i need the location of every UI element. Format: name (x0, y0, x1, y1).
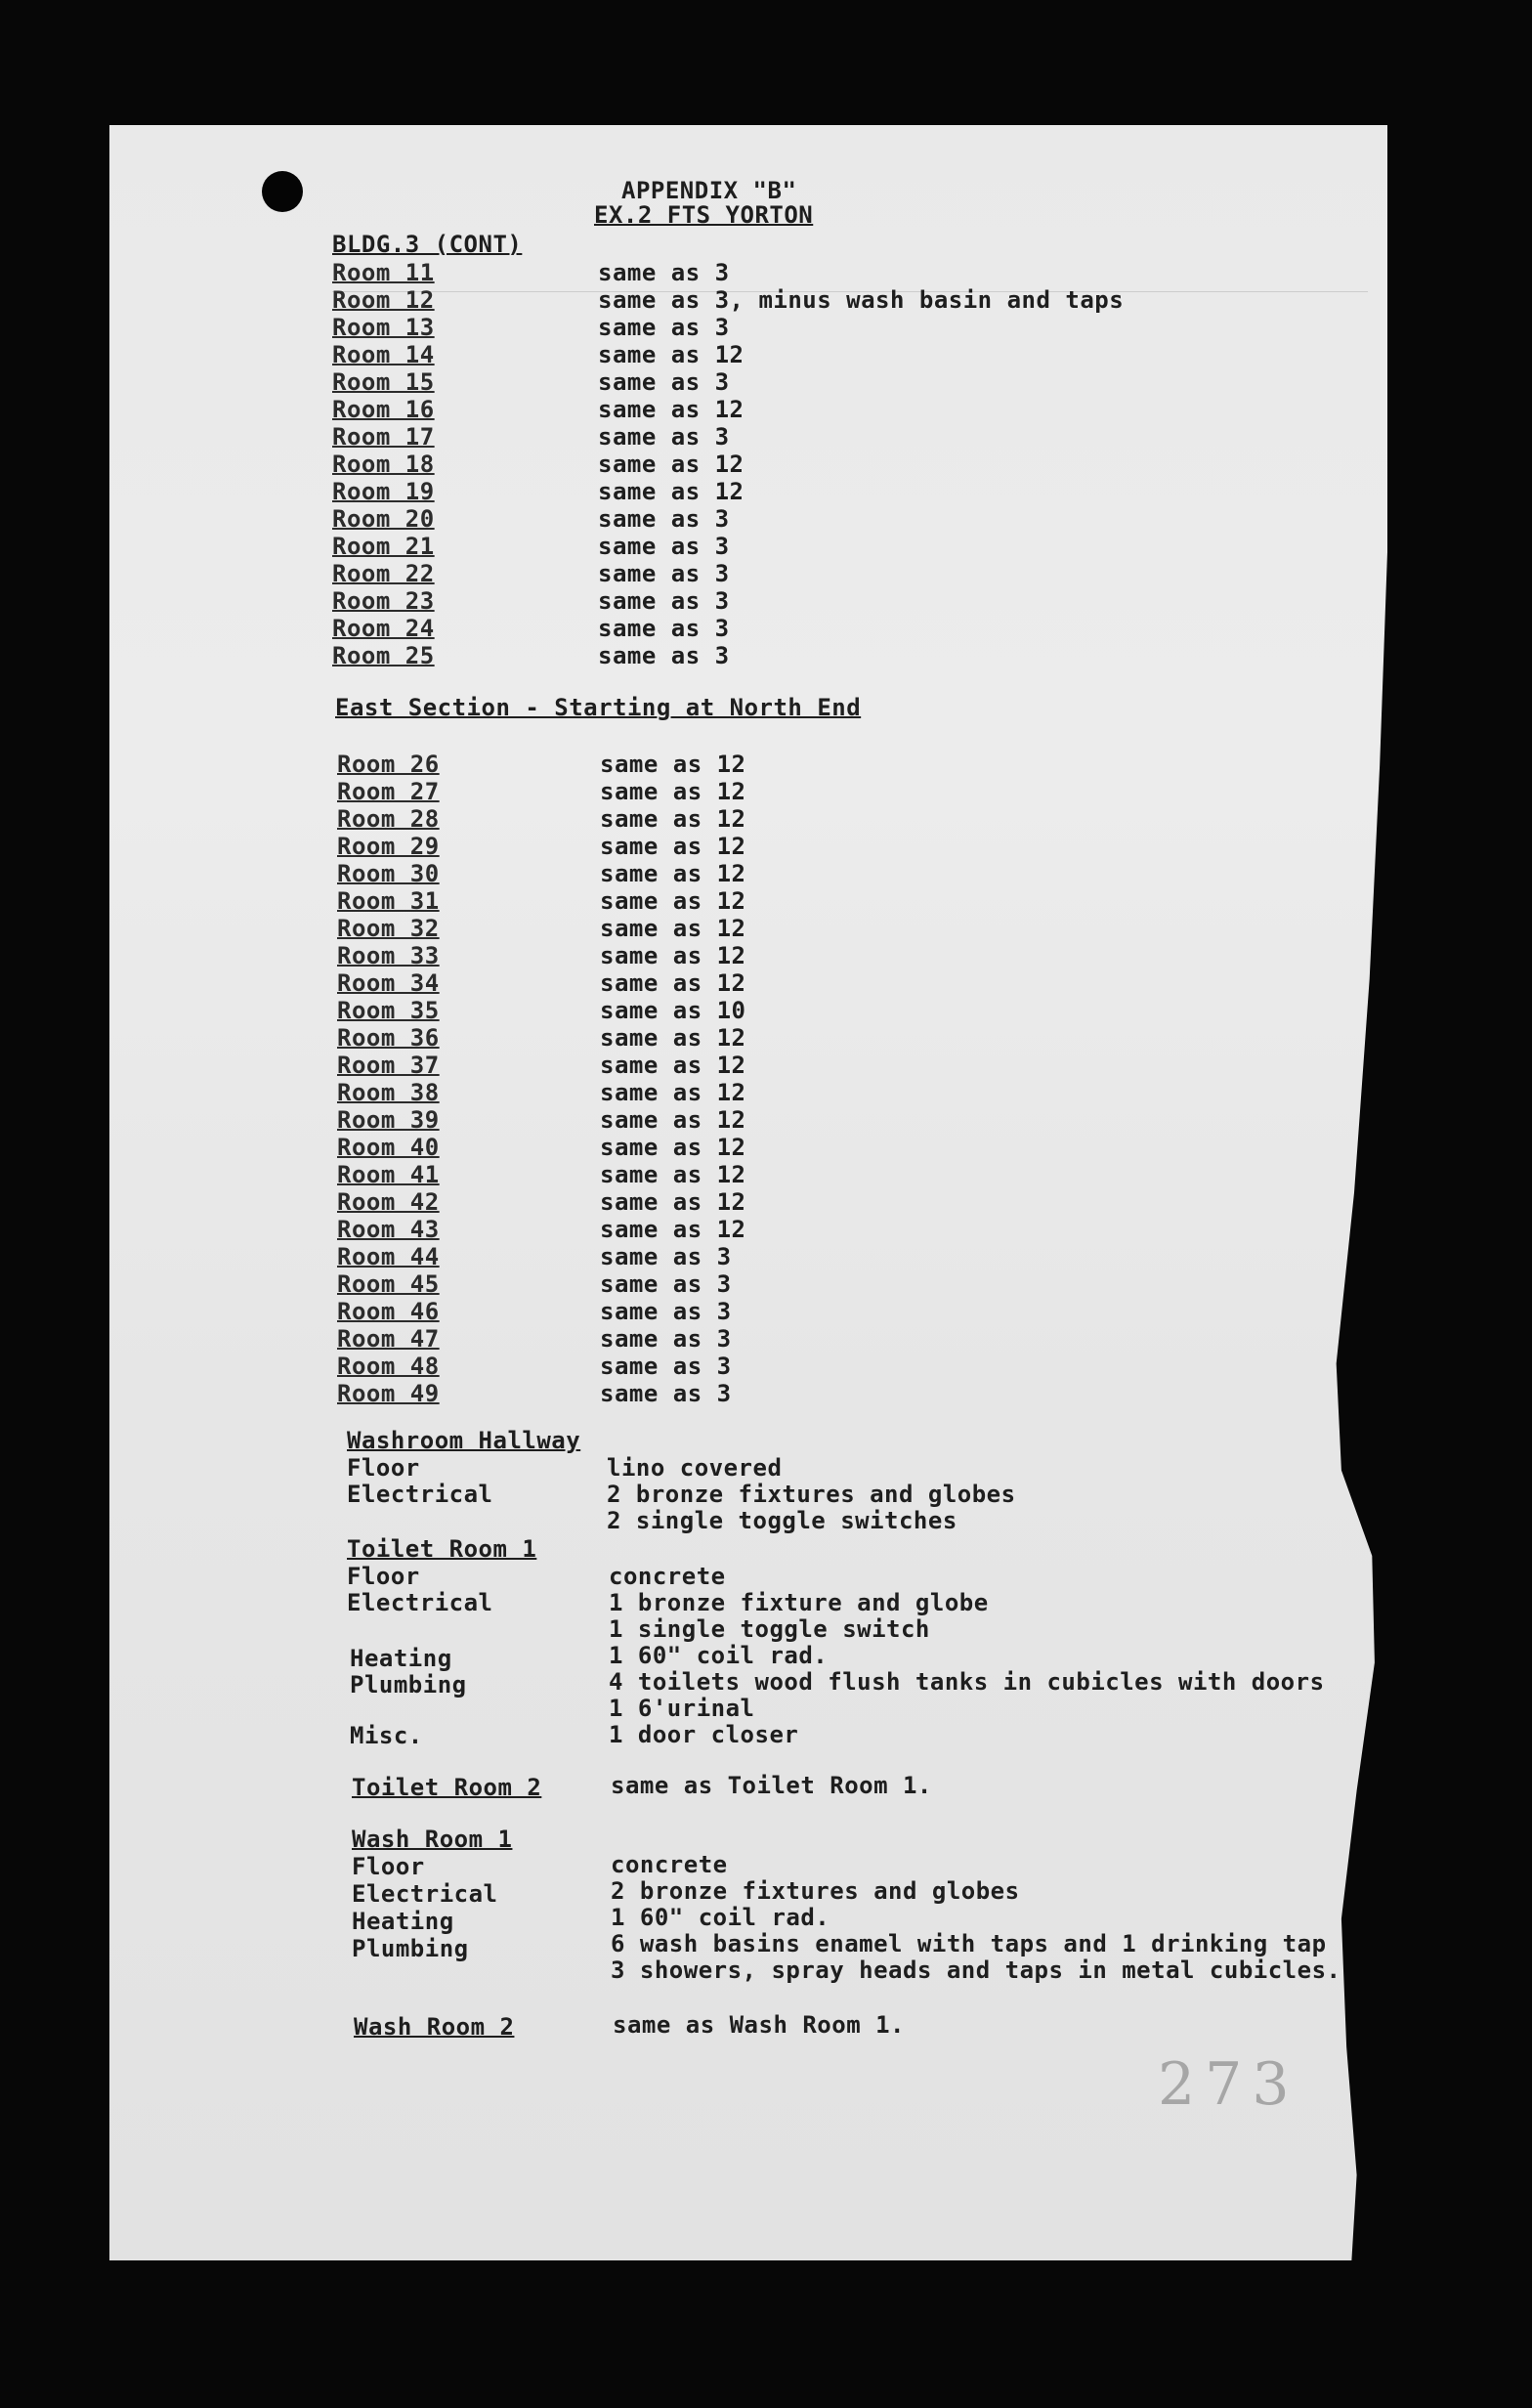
room-description: same as 3 (598, 642, 730, 669)
electrical-value: 2 bronze fixtures and globes (611, 1877, 1020, 1905)
room-description: same as 12 (600, 860, 746, 887)
room-description: same as 12 (600, 1052, 746, 1079)
handwritten-page-number: 273 (1158, 2050, 1299, 2119)
room-label: Room 49 (337, 1380, 440, 1407)
room-label: Room 25 (332, 642, 435, 669)
room-label: Room 35 (337, 997, 440, 1024)
toilet-room-2-title: Toilet Room 2 (352, 1774, 542, 1801)
room-label: Room 36 (337, 1024, 440, 1052)
heating-label: Heating (352, 1908, 454, 1935)
room-label: Room 46 (337, 1298, 440, 1325)
room-description: same as 12 (598, 478, 745, 505)
room-label: Room 23 (332, 587, 435, 615)
room-description: same as 3 (598, 423, 730, 451)
document-subtitle: EX.2 FTS YORTON (594, 201, 814, 229)
room-description: same as 3 (598, 615, 730, 642)
section-title-bldg3: BLDG.3 (CONT) (332, 231, 523, 258)
wash-room-2-description: same as Wash Room 1. (613, 2011, 905, 2039)
room-description: same as 12 (598, 396, 745, 423)
room-label: Room 19 (332, 478, 435, 505)
room-label: Room 31 (337, 887, 440, 915)
electrical-label: Electrical (347, 1481, 493, 1508)
room-label: Room 17 (332, 423, 435, 451)
misc-value: 1 door closer (609, 1721, 799, 1748)
floor-label: Floor (347, 1563, 420, 1590)
room-description: same as 3 (598, 560, 730, 587)
room-description: same as 12 (600, 1161, 746, 1188)
room-description: same as 12 (600, 1106, 746, 1134)
floor-label: Floor (347, 1454, 420, 1482)
room-label: Room 30 (337, 860, 440, 887)
room-description: same as 12 (600, 1134, 746, 1161)
room-label: Room 38 (337, 1079, 440, 1106)
plumbing-label: Plumbing (350, 1671, 467, 1698)
room-label: Room 37 (337, 1052, 440, 1079)
room-label: Room 24 (332, 615, 435, 642)
misc-label: Misc. (350, 1722, 423, 1749)
room-label: Room 20 (332, 505, 435, 533)
wash-room-2-title: Wash Room 2 (354, 2013, 515, 2041)
room-description: same as 3 (598, 533, 730, 560)
electrical-value: 1 bronze fixture and globe (609, 1589, 989, 1616)
room-description: same as 3 (600, 1380, 732, 1407)
room-label: Room 21 (332, 533, 435, 560)
room-label: Room 22 (332, 560, 435, 587)
room-label: Room 12 (332, 286, 435, 314)
room-label: Room 32 (337, 915, 440, 942)
room-description: same as 3 (598, 505, 730, 533)
punch-hole (262, 171, 303, 212)
room-label: Room 41 (337, 1161, 440, 1188)
room-label: Room 48 (337, 1353, 440, 1380)
section-title-east: East Section - Starting at North End (335, 694, 862, 721)
room-description: same as 12 (600, 1024, 746, 1052)
plumbing-value: 1 6'urinal (609, 1695, 755, 1722)
room-description: same as 12 (600, 942, 746, 969)
room-label: Room 47 (337, 1325, 440, 1353)
plumbing-value: 4 toilets wood flush tanks in cubicles with doors (609, 1668, 1325, 1696)
room-description: same as 3 (598, 368, 730, 396)
floor-label: Floor (352, 1853, 425, 1880)
room-description: same as 12 (600, 915, 746, 942)
washroom-hallway-title: Washroom Hallway (347, 1427, 581, 1454)
heating-label: Heating (350, 1645, 452, 1672)
room-label: Room 14 (332, 341, 435, 368)
toilet-room-1-title: Toilet Room 1 (347, 1535, 537, 1563)
room-label: Room 44 (337, 1243, 440, 1270)
room-label: Room 43 (337, 1216, 440, 1243)
room-description: same as 12 (600, 969, 746, 997)
room-description: same as 3 (598, 259, 730, 286)
floor-value: lino covered (607, 1454, 783, 1482)
plumbing-label: Plumbing (352, 1935, 469, 1962)
wash-room-1-title: Wash Room 1 (352, 1826, 513, 1853)
room-description: same as 10 (600, 997, 746, 1024)
floor-value: concrete (611, 1851, 728, 1878)
appendix-heading: APPENDIX "B" (621, 177, 797, 204)
plumbing-value: 6 wash basins enamel with taps and 1 drinking tap (611, 1930, 1327, 1957)
toilet-room-2-description: same as Toilet Room 1. (611, 1772, 932, 1799)
electrical-value: 2 bronze fixtures and globes (607, 1481, 1016, 1508)
heating-value: 1 60" coil rad. (611, 1904, 830, 1931)
room-label: Room 45 (337, 1270, 440, 1298)
room-label: Room 11 (332, 259, 435, 286)
room-description: same as 3 (598, 314, 730, 341)
electrical-value: 2 single toggle switches (607, 1507, 958, 1534)
room-description: same as 12 (600, 1079, 746, 1106)
room-description: same as 3, minus wash basin and taps (598, 286, 1125, 314)
room-label: Room 39 (337, 1106, 440, 1134)
heating-value: 1 60" coil rad. (609, 1642, 829, 1669)
room-label: Room 28 (337, 805, 440, 833)
room-description: same as 12 (600, 1188, 746, 1216)
electrical-value: 1 single toggle switch (609, 1615, 930, 1643)
room-label: Room 18 (332, 451, 435, 478)
room-description: same as 12 (600, 751, 746, 778)
room-label: Room 33 (337, 942, 440, 969)
room-label: Room 15 (332, 368, 435, 396)
room-label: Room 42 (337, 1188, 440, 1216)
room-label: Room 26 (337, 751, 440, 778)
room-label: Room 13 (332, 314, 435, 341)
floor-value: concrete (609, 1563, 726, 1590)
room-description: same as 12 (598, 451, 745, 478)
room-description: same as 12 (600, 778, 746, 805)
room-description: same as 3 (600, 1243, 732, 1270)
room-description: same as 12 (600, 1216, 746, 1243)
room-description: same as 12 (598, 341, 745, 368)
room-description: same as 3 (600, 1325, 732, 1353)
room-description: same as 3 (600, 1353, 732, 1380)
room-description: same as 12 (600, 833, 746, 860)
electrical-label: Electrical (347, 1589, 493, 1616)
plumbing-value: 3 showers, spray heads and taps in metal cubicles. (611, 1956, 1341, 1984)
electrical-label: Electrical (352, 1880, 498, 1908)
room-label: Room 34 (337, 969, 440, 997)
room-description: same as 12 (600, 887, 746, 915)
room-label: Room 40 (337, 1134, 440, 1161)
room-label: Room 27 (337, 778, 440, 805)
room-description: same as 3 (598, 587, 730, 615)
room-label: Room 29 (337, 833, 440, 860)
room-description: same as 3 (600, 1270, 732, 1298)
room-label: Room 16 (332, 396, 435, 423)
room-description: same as 12 (600, 805, 746, 833)
room-description: same as 3 (600, 1298, 732, 1325)
